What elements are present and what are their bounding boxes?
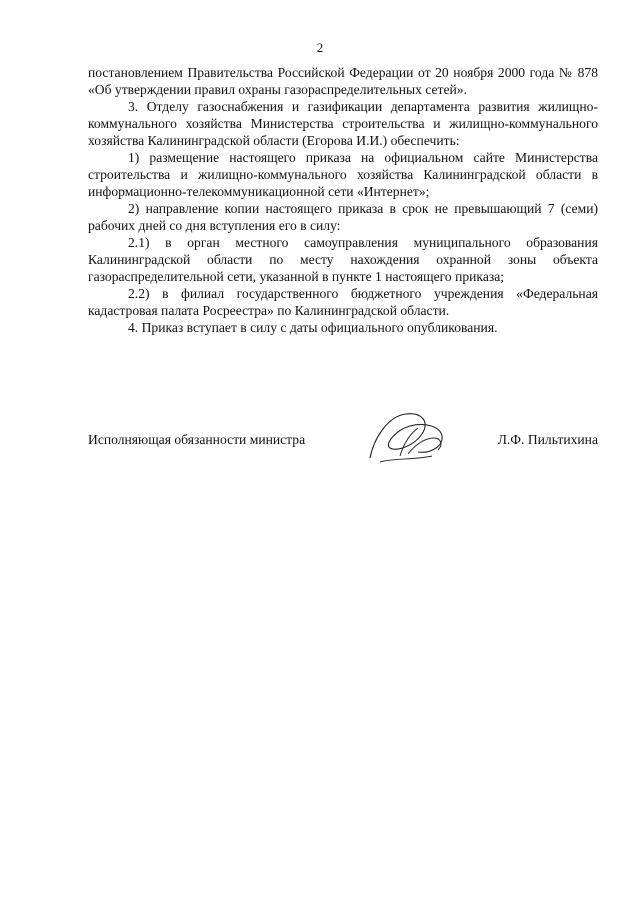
handwritten-signature — [360, 408, 450, 466]
paragraph-item-3: 3. Отделу газоснабжения и газификации департамента развития жилищно-коммунального хозяйства Министерства строительства и жилищно-коммунального хозяйства Калининградской области (Егорова И.И.) обеспечить: — [88, 99, 598, 148]
paragraph-intro: постановлением Правительства Российской Федерации от 20 ноября 2000 года № 878 «Об утверждении правил охраны газораспределительных сетей». — [88, 65, 598, 97]
paragraph-item-4: 4. Приказ вступает в силу с даты официального опубликования. — [128, 320, 498, 335]
signatory-position: Исполняющая обязанности министра — [88, 432, 306, 447]
paragraph-item-3-2-2: 2.2) в филиал государственного бюджетного учреждения «Федеральная кадастровая палата Росреестра» по Калининградской области. — [88, 286, 598, 318]
paragraph-item-3-1: 1) размещение настоящего приказа на официальном сайте Министерства строительства и жилищно-коммунального хозяйства Калининградской области в информационно-телекоммуникационной сети «Интернет»; — [88, 150, 598, 199]
document-body — [88, 64, 598, 336]
paragraph-item-3-2: 2) направление копии настоящего приказа в срок не превышающий 7 (семи) рабочих дней со дня вступления его в силу: — [88, 201, 598, 233]
paragraph-item-3-2-1: 2.1) в орган местного самоуправления муниципального образования Калининградской области по месту нахождения охранной зоны объекта газораспределительной сети, указанной в пункте 1 настоящего приказа; — [88, 235, 598, 284]
signatory-name: Л.Ф. Пильтихина — [497, 432, 598, 447]
page-number: 2 — [316, 40, 324, 55]
